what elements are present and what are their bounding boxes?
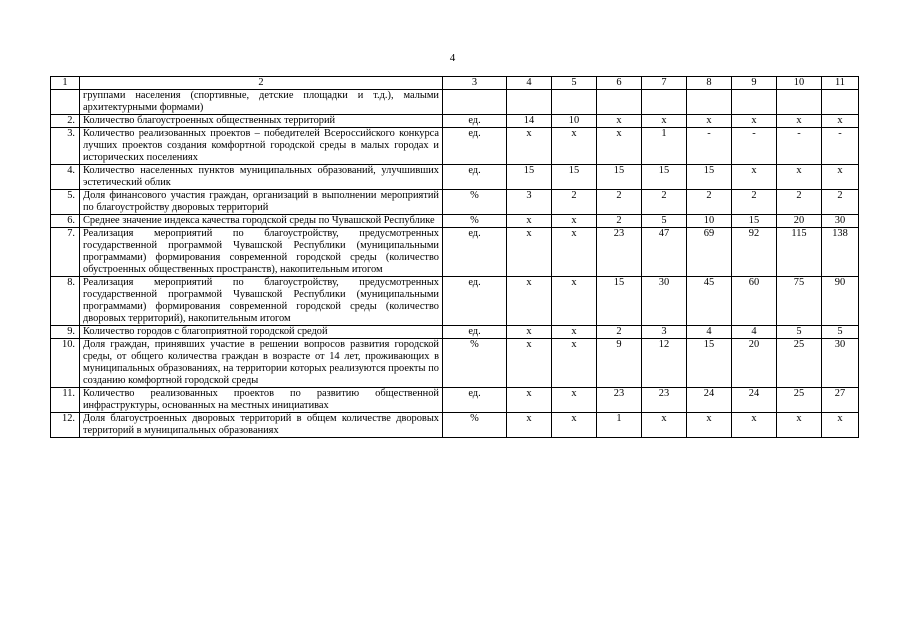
value-cell: х <box>822 165 859 190</box>
value-cell: 2 <box>732 190 777 215</box>
value-cell: 15 <box>642 165 687 190</box>
unit-cell: ед. <box>443 128 507 165</box>
row-number: 9. <box>51 326 80 339</box>
column-header: 8 <box>687 77 732 90</box>
row-number: 2. <box>51 115 80 128</box>
indicator-name: Реализация мероприятий по благоустройству, предусмотренных государственной программой Чувашской Республики (муниципальными программами) формирования современной городской среды (количество дворовых территорий), накопительным итогом <box>80 277 443 326</box>
table-row <box>51 215 859 228</box>
indicator-name: Количество населенных пунктов муниципальных образований, улучшивших эстетический облик <box>80 165 443 190</box>
row-number: 7. <box>51 228 80 277</box>
row-number <box>51 90 80 115</box>
value-cell: х <box>777 115 822 128</box>
value-cell: 9 <box>597 339 642 388</box>
value-cell: х <box>507 326 552 339</box>
value-cell: х <box>552 128 597 165</box>
value-cell: 23 <box>642 388 687 413</box>
column-header: 3 <box>443 77 507 90</box>
value-cell: х <box>552 413 597 438</box>
value-cell: х <box>732 413 777 438</box>
unit-cell: ед. <box>443 228 507 277</box>
table-row <box>51 190 859 215</box>
indicators-table <box>50 76 859 438</box>
value-cell: 25 <box>777 388 822 413</box>
value-cell: 14 <box>507 115 552 128</box>
column-header: 4 <box>507 77 552 90</box>
value-cell <box>552 90 597 115</box>
value-cell: 1 <box>642 128 687 165</box>
column-header: 6 <box>597 77 642 90</box>
row-number: 11. <box>51 388 80 413</box>
column-header: 2 <box>80 77 443 90</box>
value-cell: 5 <box>642 215 687 228</box>
value-cell: 12 <box>642 339 687 388</box>
table-row <box>51 339 859 388</box>
value-cell: - <box>732 128 777 165</box>
value-cell <box>687 90 732 115</box>
value-cell: х <box>777 165 822 190</box>
value-cell: 27 <box>822 388 859 413</box>
value-cell: х <box>822 115 859 128</box>
indicator-name: Количество городов с благоприятной городской средой <box>80 326 443 339</box>
value-cell: 115 <box>777 228 822 277</box>
value-cell <box>642 90 687 115</box>
value-cell: 2 <box>597 190 642 215</box>
column-header: 10 <box>777 77 822 90</box>
value-cell: - <box>687 128 732 165</box>
indicator-name: Доля граждан, принявших участие в решении вопросов развития городской среды, от общего количества граждан в возрасте от 14 лет, проживающих в муниципальных образованиях, на территории которых реализуются проекты по созданию комфортной городской среды <box>80 339 443 388</box>
value-cell: 90 <box>822 277 859 326</box>
table-row <box>51 326 859 339</box>
value-cell: х <box>507 339 552 388</box>
value-cell <box>822 90 859 115</box>
value-cell: х <box>552 326 597 339</box>
value-cell: х <box>507 215 552 228</box>
unit-cell: % <box>443 339 507 388</box>
table-row <box>51 128 859 165</box>
value-cell: 15 <box>507 165 552 190</box>
value-cell: х <box>687 115 732 128</box>
value-cell: 23 <box>597 388 642 413</box>
unit-cell <box>443 90 507 115</box>
value-cell <box>777 90 822 115</box>
table-row <box>51 277 859 326</box>
value-cell: 47 <box>642 228 687 277</box>
value-cell: 5 <box>822 326 859 339</box>
unit-cell: % <box>443 215 507 228</box>
value-cell: 69 <box>687 228 732 277</box>
value-cell: 24 <box>732 388 777 413</box>
value-cell: 15 <box>732 215 777 228</box>
value-cell: х <box>552 277 597 326</box>
value-cell: 15 <box>552 165 597 190</box>
indicator-name: Доля благоустроенных дворовых территорий в общем количестве дворовых территорий в муниципальных образованиях <box>80 413 443 438</box>
row-number: 12. <box>51 413 80 438</box>
value-cell: х <box>552 215 597 228</box>
value-cell: 2 <box>822 190 859 215</box>
unit-cell: ед. <box>443 326 507 339</box>
value-cell: х <box>597 128 642 165</box>
table-row <box>51 115 859 128</box>
value-cell: х <box>552 339 597 388</box>
column-header: 9 <box>732 77 777 90</box>
value-cell: 20 <box>732 339 777 388</box>
table-row <box>51 228 859 277</box>
row-number: 6. <box>51 215 80 228</box>
unit-cell: ед. <box>443 388 507 413</box>
table-body <box>51 77 859 438</box>
value-cell: 4 <box>687 326 732 339</box>
value-cell: 4 <box>732 326 777 339</box>
value-cell <box>732 90 777 115</box>
value-cell: 75 <box>777 277 822 326</box>
column-header: 7 <box>642 77 687 90</box>
row-number: 5. <box>51 190 80 215</box>
value-cell: 2 <box>552 190 597 215</box>
value-cell: х <box>507 413 552 438</box>
unit-cell: % <box>443 190 507 215</box>
value-cell: 1 <box>597 413 642 438</box>
value-cell: - <box>777 128 822 165</box>
value-cell: 45 <box>687 277 732 326</box>
value-cell: 15 <box>687 165 732 190</box>
indicator-name: Количество реализованных проектов по развитию общественной инфраструктуры, основанных на местных инициативах <box>80 388 443 413</box>
value-cell: 2 <box>642 190 687 215</box>
value-cell: 3 <box>642 326 687 339</box>
table-header-row <box>51 77 859 90</box>
value-cell: 15 <box>597 165 642 190</box>
page-number: 4 <box>449 52 456 64</box>
column-header: 11 <box>822 77 859 90</box>
value-cell: 2 <box>777 190 822 215</box>
value-cell: 2 <box>597 215 642 228</box>
value-cell: х <box>507 128 552 165</box>
value-cell: х <box>777 413 822 438</box>
value-cell: х <box>552 388 597 413</box>
indicator-name: Реализация мероприятий по благоустройству, предусмотренных государственной программой Чувашской Республики (муниципальными программами) формирования современной городской среды (количество обустроенных общественных пространств), накопительным итогом <box>80 228 443 277</box>
value-cell: 25 <box>777 339 822 388</box>
value-cell: х <box>732 165 777 190</box>
unit-cell: ед. <box>443 115 507 128</box>
value-cell: 23 <box>597 228 642 277</box>
row-number: 10. <box>51 339 80 388</box>
value-cell: 15 <box>687 339 732 388</box>
table-row <box>51 388 859 413</box>
column-header: 5 <box>552 77 597 90</box>
value-cell: х <box>597 115 642 128</box>
value-cell: 30 <box>822 339 859 388</box>
value-cell: х <box>507 388 552 413</box>
value-cell: 2 <box>597 326 642 339</box>
column-header: 1 <box>51 77 80 90</box>
unit-cell: ед. <box>443 277 507 326</box>
table-row <box>51 165 859 190</box>
unit-cell: % <box>443 413 507 438</box>
indicator-name: Среднее значение индекса качества городской среды по Чувашской Республике <box>80 215 443 228</box>
row-number: 4. <box>51 165 80 190</box>
value-cell: - <box>822 128 859 165</box>
row-number: 3. <box>51 128 80 165</box>
value-cell: 3 <box>507 190 552 215</box>
indicator-name: Количество благоустроенных общественных территорий <box>80 115 443 128</box>
value-cell: 20 <box>777 215 822 228</box>
value-cell: 24 <box>687 388 732 413</box>
value-cell: х <box>507 228 552 277</box>
value-cell <box>507 90 552 115</box>
value-cell: х <box>507 277 552 326</box>
value-cell: 30 <box>642 277 687 326</box>
value-cell: 10 <box>552 115 597 128</box>
value-cell: 60 <box>732 277 777 326</box>
value-cell: 5 <box>777 326 822 339</box>
value-cell: х <box>822 413 859 438</box>
value-cell: х <box>642 115 687 128</box>
value-cell: 138 <box>822 228 859 277</box>
value-cell <box>597 90 642 115</box>
value-cell: 10 <box>687 215 732 228</box>
value-cell: х <box>552 228 597 277</box>
unit-cell: ед. <box>443 165 507 190</box>
indicator-name: группами населения (спортивные, детские площадки и т.д.), малыми архитектурными формами) <box>80 90 443 115</box>
value-cell: х <box>732 115 777 128</box>
value-cell: х <box>687 413 732 438</box>
indicator-name: Доля финансового участия граждан, организаций в выполнении мероприятий по благоустройству дворовых территорий <box>80 190 443 215</box>
value-cell: 92 <box>732 228 777 277</box>
table-row <box>51 413 859 438</box>
value-cell: 30 <box>822 215 859 228</box>
value-cell: 15 <box>597 277 642 326</box>
table-row <box>51 90 859 115</box>
indicator-name: Количество реализованных проектов – победителей Всероссийского конкурса лучших проектов создания комфортной городской среды в малых городах и исторических поселениях <box>80 128 443 165</box>
value-cell: 2 <box>687 190 732 215</box>
row-number: 8. <box>51 277 80 326</box>
value-cell: х <box>642 413 687 438</box>
